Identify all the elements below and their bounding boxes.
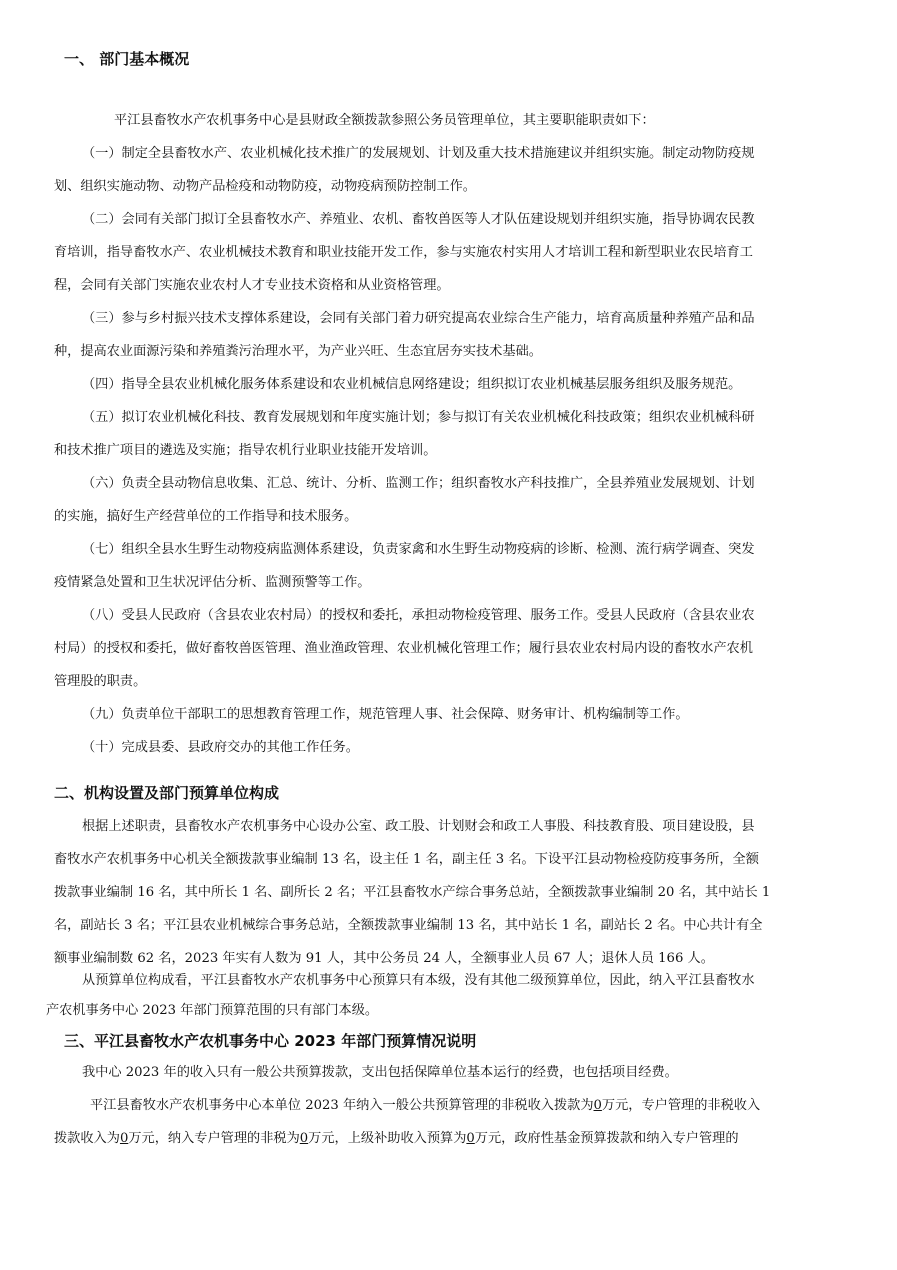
special-nontax-value: 0: [299, 1131, 309, 1146]
section2-paragraph-2: 从预算单位构成看，平江县畜牧水产农机事务中心预算只有本级，没有其他二级预算单位，因此，纳入平江县畜牧水 产农机事务中心 2023 年部门预算范围的只有部门本级。: [46, 973, 755, 1018]
duty-10: （十）完成县委、县政府交办的其他工作任务。: [82, 740, 359, 755]
section1-body: [54, 104, 846, 764]
duty-7: （七）组织全县水生野生动物疫病监测体系建设，负责家禽和水生野生动物疫病的诊断、检测、流行病学调查、突发 疫情紧急处置和卫生状况评估分析、监测预警等工作。: [54, 542, 755, 590]
duty-4: （四）指导全县农业机械化服务体系建设和农业机械信息网络建设；组织拟订农业机械基层服务组织及服务规范。: [82, 377, 742, 392]
section3-paragraph-1: 我中心 2023 年的收入只有一般公共预算拨款，支出包括保障单位基本运行的经费，也包括项目经费。: [82, 1065, 678, 1080]
special-account-income-value: 0: [119, 1131, 129, 1146]
duty-1: （一）制定全县畜牧水产、农业机械化技术推广的发展规划、计划及重大技术措施建议并组织实施。制定动物防疫规 划、组织实施动物、动物产品检疫和动物防疫，动物疫病预防控制工作。: [54, 146, 755, 194]
section1-intro: 平江县畜牧水产农机事务中心是县财政全额拨款参照公务员管理单位，其主要职能职责如下：: [114, 113, 655, 128]
section2-body: [54, 810, 846, 975]
duty-2: （二）会同有关部门拟订全县畜牧水产、养殖业、农机、畜牧兽医等人才队伍建设规划并组织实施，指导协调农民教 育培训，指导畜牧水产、农业机械技术教育和职业技能开发工作，参与实施农村实用人才培训工程和新型职业农民培育工 程，会同有关部门实施农业农村人才专业技术资格和从业资格管理。: [54, 212, 755, 293]
section3-paragraph-2: 平江县畜牧水产农机事务中心本单位 2023 年纳入一般公共预算管理的非税收入拨款为0万元，专户管理的非税收入 拨款收入为0万元，纳入专户管理的非税为0万元，上级补助收入预算为0万元，政府性基金预算拨款和纳入专户管理的: [54, 1098, 761, 1146]
duty-5: （五）拟订农业机械化科技、教育发展规划和年度实施计划；参与拟订有关农业机械化科技政策；组织农业机械科研 和技术推广项目的遴选及实施；指导农机行业职业技能开发培训。: [54, 410, 755, 458]
section3-heading: 三、平江县畜牧水产农机事务中心 2023 年部门预算情况说明: [64, 1032, 477, 1050]
section1-heading: 一、 部门基本概况: [64, 50, 190, 68]
duty-8: （八）受县人民政府（含县农业农村局）的授权和委托，承担动物检疫管理、服务工作。受县人民政府（含县农业农 村局）的授权和委托，做好畜牧兽医管理、渔业渔政管理、农业机械化管理工作；履行县农业农村局内设的畜牧水产农机 管理股的职责。: [54, 608, 755, 689]
duty-9: （九）负责单位干部职工的思想教育管理工作，规范管理人事、社会保障、财务审计、机构编制等工作。: [82, 707, 689, 722]
duty-3: （三）参与乡村振兴技术支撑体系建设，会同有关部门着力研究提高农业综合生产能力，培育高质量种养殖产品和品 种，提高农业面源污染和养殖粪污治理水平，为产业兴旺、生态宜居夯实技术基础。: [54, 311, 755, 359]
superior-subsidy-value: 0: [466, 1131, 475, 1146]
section2-heading: 二、机构设置及部门预算单位构成: [54, 784, 280, 802]
duty-6: （六）负责全县动物信息收集、汇总、统计、分析、监测工作；组织畜牧水产科技推广，全县养殖业发展规划、计划 的实施，搞好生产经营单位的工作指导和技术服务。: [54, 476, 755, 524]
section2-paragraph-1: 根据上述职责，县畜牧水产农机事务中心设办公室、政工股、计划财会和政工人事股、科技教育股、项目建设股，县 畜牧水产农机事务中心机关全额拨款事业编制 13 名，设主任 1 名，副主任 3 名。下设平江县动物检疫防疫事务所，全额 拨款事业编制 16 名，其中所长 1 名、副所长 2 名；平江县畜牧水产综合事务总站，全额拨款事业编制 20 名，其中站长 1 名，副站长 3 名；平江县农业机械综合事务总站，全额拨款事业编制 13 名，其中站长 1 名，副站长 2 名。中心共计有全 额事业编制数 62 名，2023 年实有人数为 91 人，其中公务员 24 人，全额事业人员 67 人；退休人员 166 人。: [54, 819, 771, 966]
nontax-income-value: 0: [593, 1098, 602, 1113]
section3-body: [54, 1056, 846, 1155]
